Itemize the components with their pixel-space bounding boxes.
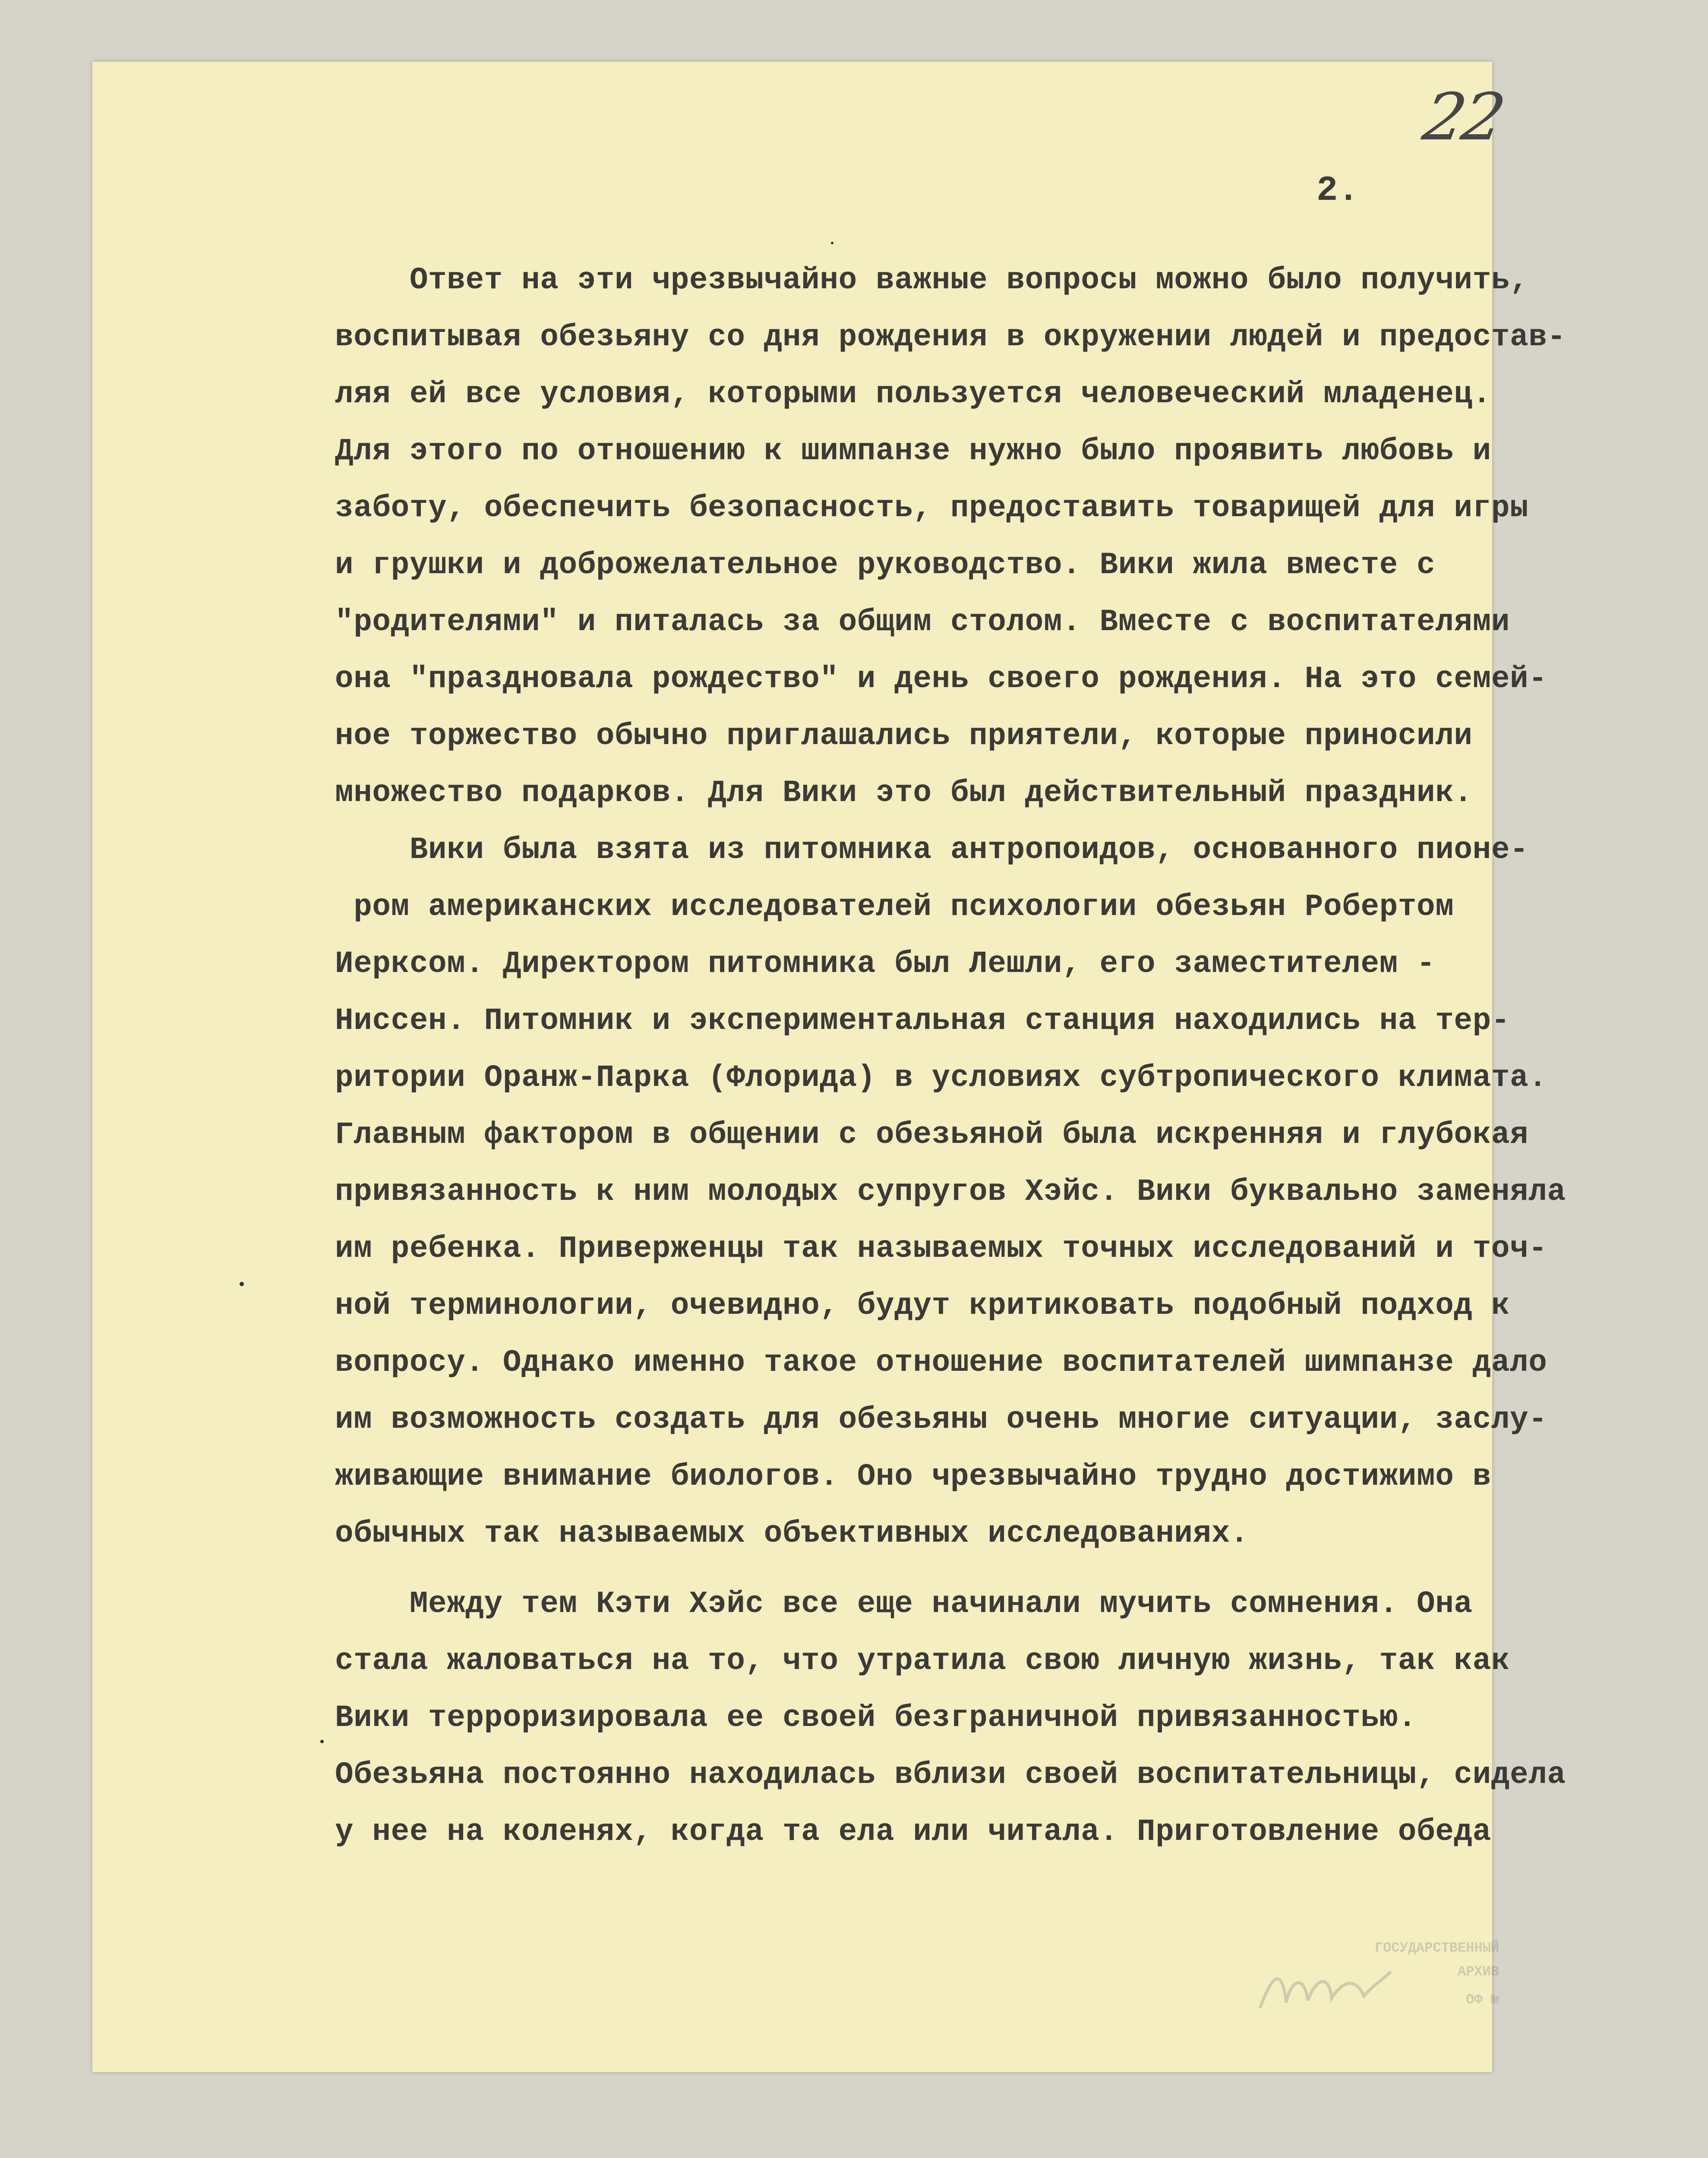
text-line: Для этого по отношению к шимпанзе нужно было проявить любовь и [335, 434, 1491, 469]
text-line: множество подарков. Для Вики это был действительный праздник. [335, 776, 1473, 811]
text-line: Ниссен. Питомник и экспериментальная станция находились на тер- [335, 1004, 1510, 1038]
paper-speck [240, 1282, 244, 1286]
stamp-line: ОФ № [1466, 1992, 1499, 2008]
text-line: Иерксом. Директором питомника был Лешли, его заместителем - [335, 947, 1436, 981]
stamp-line: АРХИВ [1457, 1964, 1499, 1980]
text-line: ритории Оранж-Парка (Флорида) в условиях субтропического климата. [335, 1061, 1547, 1095]
text-line: ром американских исследователей психологии обезьян Робертом [335, 890, 1454, 924]
text-line: вопросу. Однако именно такое отношение воспитателей шимпанзе дало [335, 1346, 1547, 1380]
text-line: Вики терроризировала ее своей безграничной привязанностью. [335, 1701, 1417, 1735]
text-line: ное торжество обычно приглашались приятели, которые приносили [335, 719, 1473, 754]
stamp-line: ГОСУДАРСТВЕННЫЙ [1374, 1940, 1499, 1956]
text-line: живающие внимание биологов. Оно чрезвычайно трудно достижимо в [335, 1460, 1491, 1494]
paper-speck [320, 1740, 324, 1743]
text-line: она "праздновала рождество" и день своего рождения. На это семей- [335, 662, 1547, 697]
text-line: стала жаловаться на то, что утратила свою личную жизнь, так как [335, 1644, 1510, 1678]
text-line: воспитывая обезьяну со дня рождения в окружении людей и предостав- [335, 320, 1566, 355]
text-line: Ответ на эти чрезвычайно важные вопросы можно было получить, [335, 263, 1529, 298]
text-line: ляя ей все условия, которыми пользуется человеческий младенец. [335, 377, 1491, 412]
folio-number: 22 [1418, 80, 1509, 155]
text-line: "родителями" и питалась за общим столом. Вместе с воспитателями [335, 605, 1510, 640]
text-line: заботу, обеспечить безопасность, предоставить товарищей для игры [335, 491, 1529, 526]
archive-stamp [1245, 1931, 1509, 2033]
text-line: и грушки и доброжелательное руководство. Вики жила вместе с [335, 548, 1436, 583]
text-line: Обезьяна постоянно находилась вблизи своей воспитательницы, сидела [335, 1758, 1566, 1792]
text-line: Главным фактором в общении с обезьяной была искренняя и глубокая [335, 1118, 1529, 1152]
page-number: 2. [1317, 170, 1359, 211]
text-line: им возможность создать для обезьяны очень многие ситуации, заслу- [335, 1403, 1547, 1437]
text-line: у нее на коленях, когда та ела или читала. Приготовление обеда [335, 1815, 1491, 1849]
text-line: обычных так называемых объективных исследованиях. [335, 1517, 1249, 1551]
text-line: привязанность к ним молодых супругов Хэйс. Вики буквально заменяла [335, 1175, 1566, 1209]
text-line: Между тем Кэти Хэйс все еще начинали мучить сомнения. Она [335, 1587, 1473, 1622]
text-line: ной терминологии, очевидно, будут критиковать подобный подход к [335, 1289, 1510, 1323]
paper-speck [831, 242, 833, 244]
text-line: Вики была взята из питомника антропоидов, основанного пионе- [335, 833, 1529, 868]
text-line: им ребенка. Приверженцы так называемых точных исследований и точ- [335, 1232, 1547, 1266]
stamp-signature-icon [1256, 1955, 1394, 2020]
